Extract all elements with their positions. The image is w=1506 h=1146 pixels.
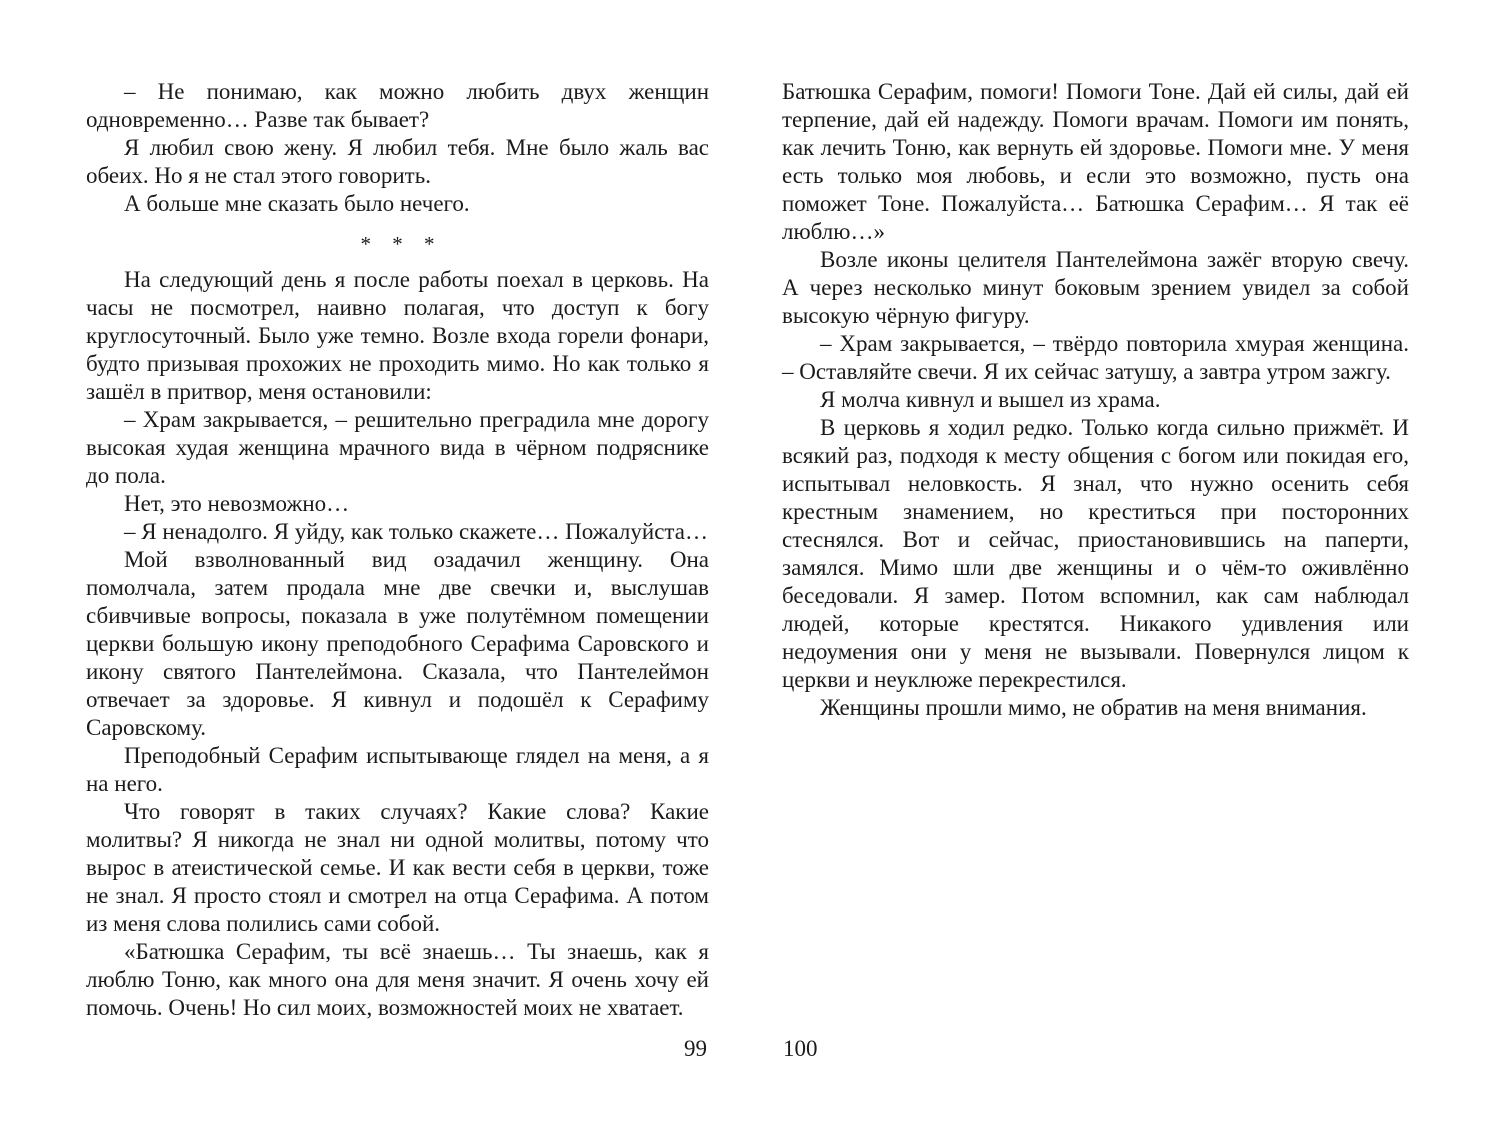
paragraph: Что говорят в таких случаях? Какие слова? Какие молитвы? Я никогда не знал ни одной молитвы, потому что вырос в атеистической семье. И как вести себя в церкви, тоже не знал. Я просто стоял и смотрел на отца Серафима. А потом из меня слова полились сами собой.	[86, 799, 709, 936]
paragraph: Возле иконы целителя Пантелеймона зажёг вторую свечу. А через несколько минут боковым зрением увидел за собой высокую чёрную фигуру.	[782, 247, 1409, 328]
paragraph: – Храм закрывается, – решительно преградила мне дорогу высокая худая женщина мрачного вида в чёрном подряснике до пола.	[86, 407, 709, 488]
paragraph: – Не понимаю, как можно любить двух женщин одновременно… Разве так бывает?	[86, 79, 709, 132]
page-number-right: 100	[783, 1036, 818, 1061]
paragraph: – Я ненадолго. Я уйду, как только скажете… Пожалуйста…	[124, 519, 708, 544]
paragraph: На следующий день я после работы поехал в церковь. На часы не посмотрел, наивно полагая, что доступ к богу круглосуточный. Было уже темно. Возле входа горели фонари, будто призывая прохожих не проходить мимо. Но как только я зашёл в притвор, меня остановили:	[86, 267, 709, 404]
paragraph: Нет, это невозможно…	[124, 491, 350, 516]
paragraph: Женщины прошли мимо, не обратив на меня внимания.	[820, 695, 1367, 720]
right-page-column	[782, 78, 1409, 722]
paragraph: Я молча кивнул и вышел из храма.	[820, 387, 1161, 412]
left-page-column	[86, 78, 709, 1022]
page-number-left: 99	[684, 1036, 707, 1061]
paragraph: Я любил свою жену. Я любил тебя. Мне было жаль вас обеих. Но я не стал этого говорить.	[86, 135, 709, 188]
section-separator: * * *	[360, 232, 435, 256]
paragraph: «Батюшка Серафим, ты всё знаешь… Ты знаешь, как я люблю Тоню, как много она для меня значит. Я очень хочу ей помочь. Очень! Но сил моих, возможностей моих не хватает.	[86, 939, 709, 1020]
paragraph: Мой взволнованный вид озадачил женщину. Она помолчала, затем продала мне две свечки и, выслушав сбивчивые вопросы, показала в уже полутёмном помещении церкви большую икону преподобного Серафима Саровского и икону святого Пантелеймона. Сказала, что Пантелеймон отвечает за здоровье. Я кивнул и подошёл к Серафиму Саровскому.	[86, 547, 709, 740]
paragraph-continuation: Батюшка Серафим, помоги! Помоги Тоне. Дай ей силы, дай ей терпение, дай ей надежду. Помоги врачам. Помоги им понять, как лечить Тоню, как вернуть ей здоровье. Помоги мне. У меня есть только моя любовь, и если это возможно, пусть она поможет Тоне. Пожалуйста… Батюшка Серафим… Я так её люблю…»	[782, 79, 1409, 244]
paragraph: Преподобный Серафим испытывающе глядел на меня, а я на него.	[86, 743, 709, 796]
paragraph: – Храм закрывается, – твёрдо повторила хмурая женщина. – Оставляйте свечи. Я их сейчас затушу, а завтра утром зажгу.	[782, 331, 1409, 384]
paragraph: А больше мне сказать было нечего.	[124, 191, 470, 216]
paragraph: В церковь я ходил редко. Только когда сильно прижмёт. И всякий раз, подходя к месту общения с богом или покидая его, испытывал неловкость. Я знал, что нужно осенить себя крестным знамением, но креститься при посторонних стеснялся. Вот и сейчас, приостановившись на паперти, замялся. Мимо шли две женщины и о чём-то оживлённо беседовали. Я замер. Потом вспомнил, как сам наблюдал людей, которые крестятся. Никакого удивления или недоумения они у меня не вызывали. Повернулся лицом к церкви и неуклюже перекрестился.	[782, 415, 1409, 692]
